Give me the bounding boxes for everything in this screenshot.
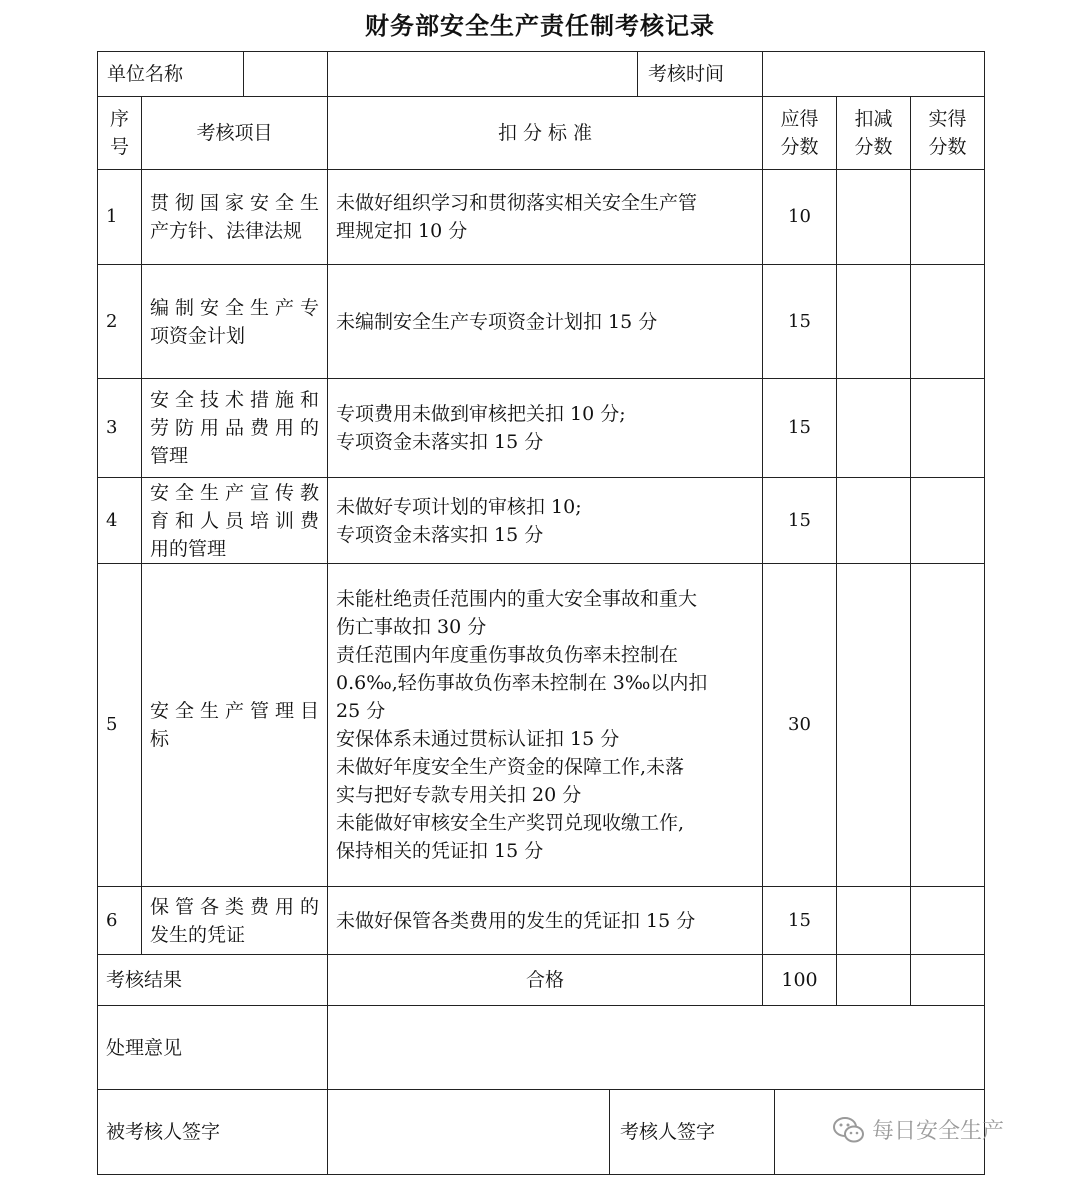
row-criteria: 未能杜绝责任范围内的重大安全事故和重大 伤亡事故扣 30 分 责任范围内年度重伤事故负伤率未控制在 0.6‰,轻伤事故负伤率未控制在 3‰以内扣 25 分 安保体系未通过贯标认证扣 15 分 未做好年度安全生产资金的保障工作,未落 实与把好专款专用关扣 20 分 未能做好审核安全生产奖罚兑现收缴工作, 保持相关的凭证扣 15 分 xyxy=(328,564,763,887)
result-value: 合格 xyxy=(328,955,763,1006)
assessor-signature-label: 考核人签字 xyxy=(610,1090,775,1174)
row-item: 贯彻国家安全生 产方针、法律法规 xyxy=(142,170,328,265)
row-due-score: 10 xyxy=(763,170,837,265)
row-seq: 5 xyxy=(98,564,142,887)
row-item: 安全生产宣传教 育和人员培训费 用的管理 xyxy=(142,478,328,564)
result-deduct xyxy=(837,955,911,1006)
row-criteria: 未做好专项计划的审核扣 10; 专项资金未落实扣 15 分 xyxy=(328,478,763,564)
row-due-score: 15 xyxy=(763,478,837,564)
row-deduct-score xyxy=(837,478,911,564)
row-seq: 4 xyxy=(98,478,142,564)
assessee-signature-label: 被考核人签字 xyxy=(98,1090,328,1175)
col-seq-header: 序 号 xyxy=(98,97,142,170)
col-due-header: 应得 分数 xyxy=(763,97,837,170)
time-label: 考核时间 xyxy=(637,52,762,96)
table-row xyxy=(98,564,985,887)
table-row xyxy=(98,170,985,265)
row-actual-score xyxy=(911,379,985,478)
row-actual-score xyxy=(911,478,985,564)
header-info-row xyxy=(98,52,985,97)
row-due-score: 15 xyxy=(763,887,837,955)
time-value xyxy=(763,52,985,97)
row-item: 安全技术措施和 劳防用品费用的 管理 xyxy=(142,379,328,478)
row-criteria: 未编制安全生产专项资金计划扣 15 分 xyxy=(328,265,763,379)
watermark xyxy=(832,1114,1004,1145)
unit-value-extension xyxy=(328,52,637,96)
row-actual-score xyxy=(911,265,985,379)
row-due-score: 15 xyxy=(763,379,837,478)
assessment-table xyxy=(97,51,985,1175)
column-header-row xyxy=(98,97,985,170)
row-item: 安全生产管理目 标 xyxy=(142,564,328,887)
result-actual xyxy=(911,955,985,1006)
time-cell xyxy=(328,52,763,97)
row-seq: 2 xyxy=(98,265,142,379)
result-label: 考核结果 xyxy=(98,955,328,1006)
unit-label: 单位名称 xyxy=(98,52,244,96)
row-criteria: 未做好组织学习和贯彻落实相关安全生产管 理规定扣 10 分 xyxy=(328,170,763,265)
row-deduct-score xyxy=(837,887,911,955)
assessee-signature-field xyxy=(328,1090,610,1174)
row-deduct-score xyxy=(837,379,911,478)
table-row xyxy=(98,887,985,955)
row-seq: 6 xyxy=(98,887,142,955)
opinion-value xyxy=(328,1006,985,1090)
row-seq: 3 xyxy=(98,379,142,478)
col-item-header: 考核项目 xyxy=(142,97,328,170)
result-row xyxy=(98,955,985,1006)
row-deduct-score xyxy=(837,564,911,887)
col-actual-header: 实得 分数 xyxy=(911,97,985,170)
row-actual-score xyxy=(911,564,985,887)
col-deduct-header: 扣减 分数 xyxy=(837,97,911,170)
row-deduct-score xyxy=(837,265,911,379)
row-due-score: 15 xyxy=(763,265,837,379)
row-criteria: 专项费用未做到审核把关扣 10 分; 专项资金未落实扣 15 分 xyxy=(328,379,763,478)
table-row xyxy=(98,265,985,379)
result-total: 100 xyxy=(763,955,837,1006)
watermark-text: 每日安全生产 xyxy=(872,1119,1005,1144)
page-title: 财务部安全生产责任制考核记录 xyxy=(365,12,715,40)
unit-cell xyxy=(98,52,328,97)
opinion-label: 处理意见 xyxy=(98,1006,328,1090)
row-deduct-score xyxy=(837,170,911,265)
row-item: 保管各类费用的 发生的凭证 xyxy=(142,887,328,955)
opinion-row xyxy=(98,1006,985,1090)
unit-value xyxy=(244,52,327,96)
col-criteria-header: 扣 分 标 准 xyxy=(328,97,763,170)
row-actual-score xyxy=(911,887,985,955)
row-due-score: 30 xyxy=(763,564,837,887)
table-row xyxy=(98,379,985,478)
row-item: 编制安全生产专 项资金计划 xyxy=(142,265,328,379)
table-row xyxy=(98,478,985,564)
row-seq: 1 xyxy=(98,170,142,265)
row-criteria: 未做好保管各类费用的发生的凭证扣 15 分 xyxy=(328,887,763,955)
row-actual-score xyxy=(911,170,985,265)
wechat-icon xyxy=(832,1115,866,1145)
